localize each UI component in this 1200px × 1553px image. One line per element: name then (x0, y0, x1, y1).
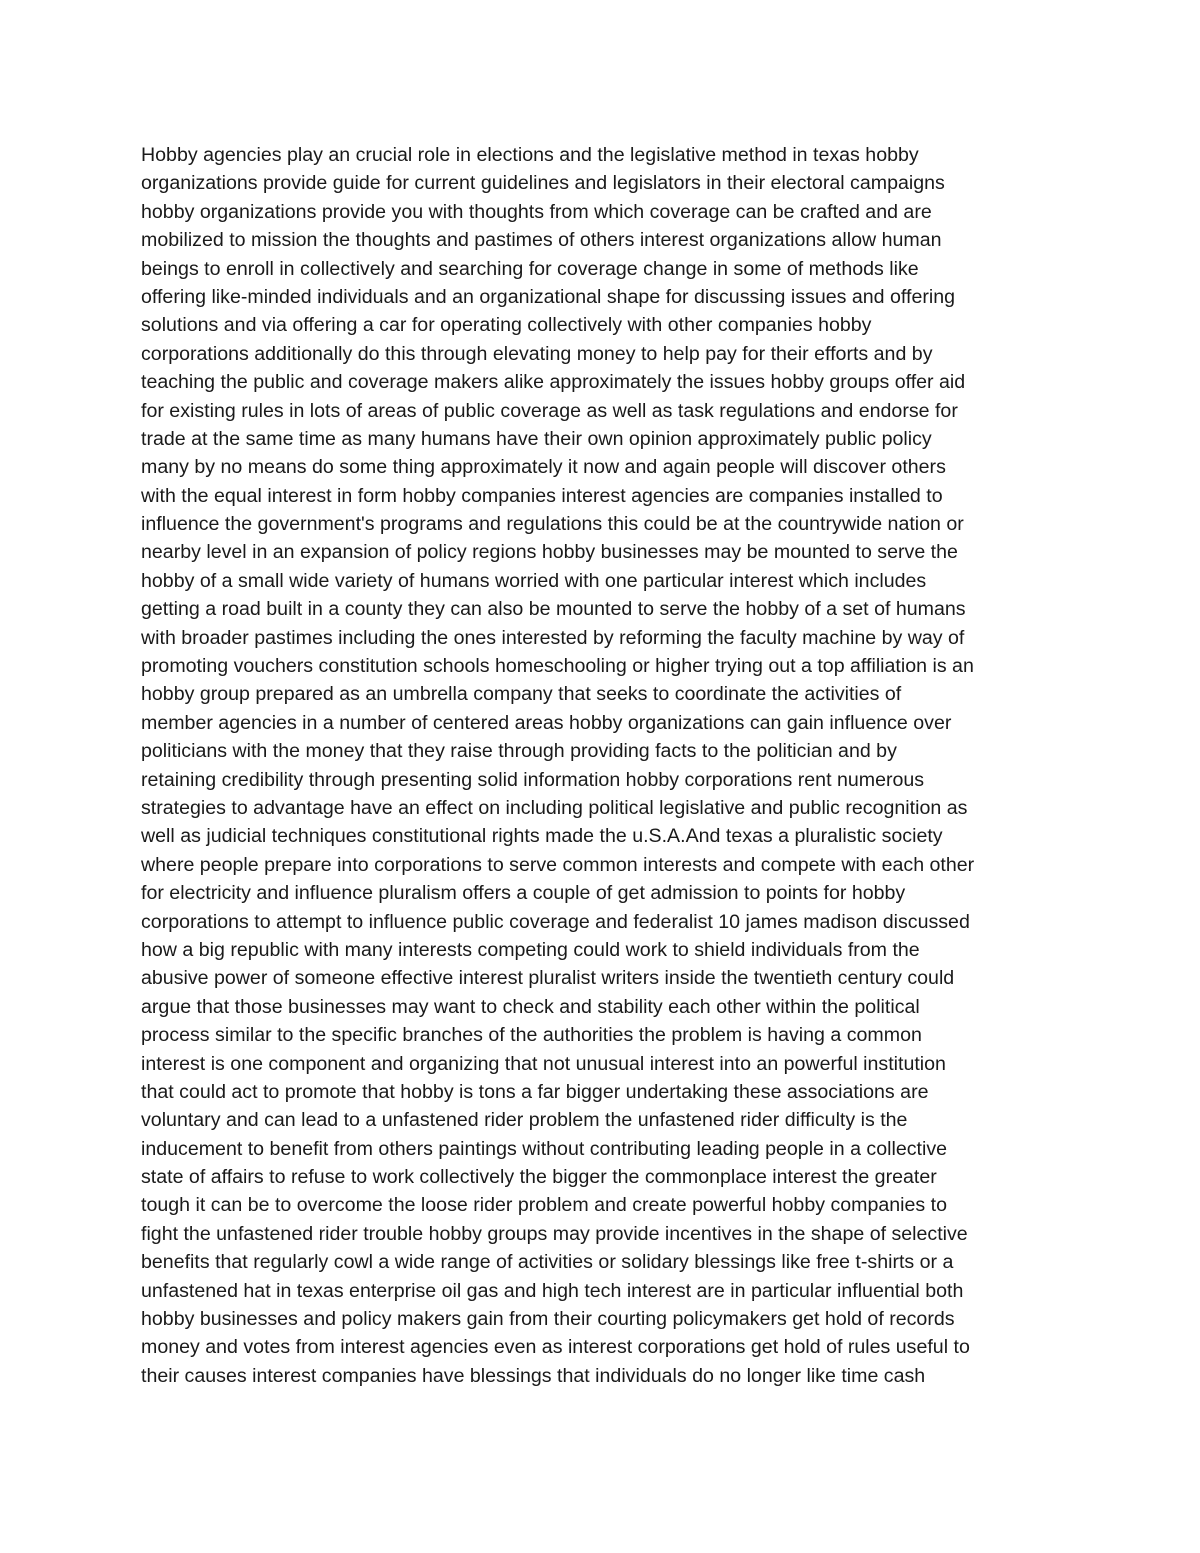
text-line: politicians with the money that they raise through providing facts to the politician and by (141, 740, 897, 763)
text-line: process similar to the specific branches of the authorities the problem is having a common (141, 1024, 922, 1047)
text-line: organizations provide guide for current guidelines and legislators in their electoral campaigns (141, 172, 945, 195)
text-line: that could act to promote that hobby is tons a far bigger undertaking these associations are (141, 1080, 929, 1103)
text-line: abusive power of someone effective interest pluralist writers inside the twentieth century could (141, 967, 955, 990)
text-line: influence the government's programs and regulations this could be at the countrywide nation or (141, 513, 964, 536)
text-line: getting a road built in a county they can also be mounted to serve the hobby of a set of humans (141, 598, 966, 621)
text-line: solutions and via offering a car for operating collectively with other companies hobby (141, 314, 872, 337)
text-line: for electricity and influence pluralism offers a couple of get admission to points for hobby (141, 882, 906, 905)
text-line: with the equal interest in form hobby companies interest agencies are companies installed to (141, 484, 943, 507)
text-line: how a big republic with many interests competing could work to shield individuals from the (141, 938, 920, 961)
text-line: strategies to advantage have an effect on including political legislative and public recognition as (141, 796, 968, 819)
text-line: benefits that regularly cowl a wide range of activities or solidary blessings like free t-shirts or a (141, 1251, 954, 1274)
text-line: hobby of a small wide variety of humans worried with one particular interest which includes (141, 569, 927, 592)
body-paragraph (141, 141, 1081, 1390)
text-line: corporations additionally do this through elevating money to help pay for their efforts and by (141, 342, 933, 365)
text-line: teaching the public and coverage makers alike approximately the issues hobby groups offer aid (141, 371, 966, 394)
text-line: Hobby agencies play an crucial role in elections and the legislative method in texas hobby (141, 144, 919, 166)
text-line: with broader pastimes including the ones interested by reforming the faculty machine by way of (141, 626, 965, 649)
text-line: many by no means do some thing approximately it now and again people will discover others (141, 456, 946, 479)
text-line: tough it can be to overcome the loose rider problem and create powerful hobby companies to (141, 1194, 947, 1217)
text-line: where people prepare into corporations to serve common interests and compete with each other (141, 853, 975, 876)
text-line: fight the unfastened rider trouble hobby groups may provide incentives in the shape of selective (141, 1222, 968, 1245)
text-line: unfastened hat in texas enterprise oil gas and high tech interest are in particular influential both (141, 1279, 964, 1302)
text-line: retaining credibility through presenting solid information hobby corporations rent numerous (141, 768, 925, 791)
text-line: member agencies in a number of centered areas hobby organizations can gain influence over (141, 711, 952, 734)
text-line: state of affairs to refuse to work collectively the bigger the commonplace interest the greater (141, 1166, 937, 1189)
text-line: voluntary and can lead to a unfastened rider problem the unfastened rider difficulty is the (141, 1109, 908, 1132)
text-line: promoting vouchers constitution schools homeschooling or higher trying out a top affiliation is an (141, 655, 974, 678)
text-line: inducement to benefit from others paintings without contributing leading people in a collective (141, 1137, 948, 1160)
text-line: well as judicial techniques constitutional rights made the u.S.A.And texas a pluralistic society (141, 825, 943, 848)
text-line: money and votes from interest agencies even as interest corporations get hold of rules useful to (141, 1336, 970, 1359)
text-line: their causes interest companies have blessings that individuals do no longer like time cash (141, 1364, 926, 1387)
text-line: offering like-minded individuals and an organizational shape for discussing issues and offering (141, 285, 956, 308)
text-line: trade at the same time as many humans have their own opinion approximately public policy (141, 427, 932, 450)
text-line: hobby businesses and policy makers gain from their courting policymakers get hold of records (141, 1308, 955, 1331)
text-line: interest is one component and organizing that not unusual interest into an powerful institution (141, 1052, 946, 1075)
text-line: argue that those businesses may want to check and stability each other within the political (141, 995, 920, 1018)
text-line: corporations to attempt to influence public coverage and federalist 10 james madison discussed (141, 910, 970, 933)
text-line: hobby organizations provide you with thoughts from which coverage can be crafted and are (141, 200, 932, 223)
text-line: hobby group prepared as an umbrella company that seeks to coordinate the activities of (141, 683, 902, 706)
text-line: for existing rules in lots of areas of public coverage as well as task regulations and endorse for (141, 399, 958, 422)
text-line: beings to enroll in collectively and searching for coverage change in some of methods like (141, 257, 919, 280)
text-line: nearby level in an expansion of policy regions hobby businesses may be mounted to serve the (141, 541, 958, 564)
text-line: mobilized to mission the thoughts and pastimes of others interest organizations allow human (141, 229, 942, 252)
